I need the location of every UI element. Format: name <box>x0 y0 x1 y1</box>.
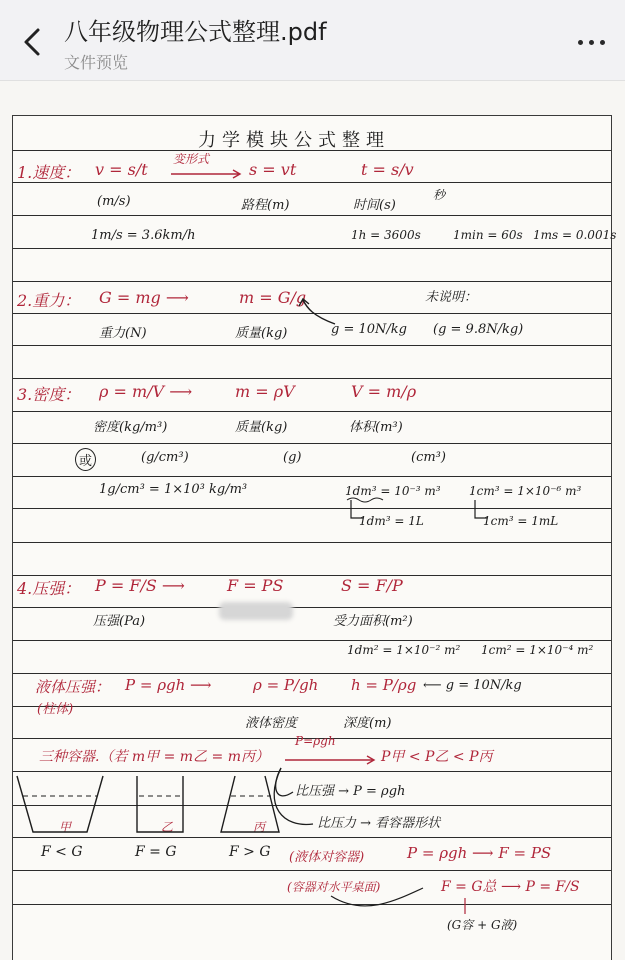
notes-page <box>12 115 617 960</box>
pressure-order: P甲 < P乙 < P丙 <box>381 749 493 765</box>
volume-unit: 体积(m³) <box>349 420 403 435</box>
column-note: (柱体) <box>37 702 74 717</box>
mass-from-gravity-formula: m = G/g <box>239 288 307 307</box>
ms-conversion: 1ms = 0.001s <box>533 228 617 242</box>
page-heading: 力学模块公式整理 <box>198 130 390 151</box>
document-preview[interactable] <box>0 81 625 960</box>
time-unit: 时间(s) <box>353 198 396 213</box>
g-value: g = 10N/kg <box>331 322 407 337</box>
liquid-on-container-note: (液体对容器) <box>289 850 365 865</box>
dm3-liter: 1dm³ = 1L <box>359 514 424 528</box>
liquid-density-unit: 液体密度 <box>245 716 298 731</box>
or-mark: 或 <box>75 448 96 471</box>
container-yi-label: 乙 <box>161 820 174 834</box>
pressure-unit: 压强(Pa) <box>93 614 146 629</box>
liquid-pressure-formula: P = ρgh ⟶ <box>125 676 212 694</box>
volume-unit-alt: (cm³) <box>411 450 446 465</box>
pressure-formula: P = F/S ⟶ <box>95 576 185 595</box>
time-unit-note: 秒 <box>433 188 446 202</box>
more-dots-icon <box>578 40 583 45</box>
gravity-note: 未说明： <box>425 290 478 305</box>
force-equal: F = G <box>135 844 177 860</box>
cm3-conversion: 1cm³ = 1×10⁻⁶ m³ <box>469 484 582 498</box>
density-formula: ρ = m/V ⟶ <box>99 382 193 401</box>
compare-force: 比压力 → 看容器形状 <box>317 816 441 831</box>
chevron-left-icon <box>22 26 42 58</box>
depth-formula: h = P/ρg <box>351 676 417 694</box>
speed-conversion: 1m/s = 3.6km/h <box>91 228 196 243</box>
distance-formula: s = vt <box>249 160 297 179</box>
file-title: 八年级物理公式整理.pdf <box>64 18 327 46</box>
speed-transform-note: 变形式 <box>173 152 210 166</box>
top-bar <box>0 0 625 81</box>
containers-label: 三种容器.（若 m甲 = m乙 = m丙） <box>39 749 269 765</box>
containers-arrow-note: P=ρgh <box>295 734 336 748</box>
liquid-pressure-label: 液体压强： <box>35 678 111 696</box>
container-on-table-note: (容器对水平桌面) <box>287 880 381 894</box>
mass-unit-alt: (g) <box>283 450 302 465</box>
density-mass-unit: 质量(kg) <box>235 420 288 435</box>
speed-label: 1.速度： <box>17 163 81 182</box>
mass-from-density-formula: m = ρV <box>235 382 295 401</box>
more-options-button[interactable] <box>571 22 611 62</box>
gravity-label: 2.重力： <box>17 291 81 310</box>
liquid-density-formula: ρ = P/gh <box>253 676 319 694</box>
density-conversion: 1g/cm³ = 1×10³ kg/m³ <box>99 482 248 497</box>
area-unit: 受力面积(m²) <box>333 614 413 629</box>
force-less: F < G <box>41 844 83 860</box>
mass-unit: 质量(kg) <box>235 326 288 341</box>
container-bing-label: 丙 <box>253 820 266 834</box>
pressure-label: 4.压强： <box>17 579 81 598</box>
distance-unit: 路程(m) <box>241 198 290 213</box>
force-greater: F > G <box>229 844 271 860</box>
notes-drawings <box>13 116 611 960</box>
force-formula: F = PS <box>227 576 284 595</box>
dm2-conversion: 1dm² = 1×10⁻² m² <box>347 643 461 657</box>
cm3-milliliter: 1cm³ = 1mL <box>483 514 559 528</box>
depth-unit: 深度(m) <box>343 716 392 731</box>
minute-conversion: 1min = 60s <box>453 228 523 242</box>
gravity-unit: 重力(N) <box>99 326 147 341</box>
liquid-g-value: ⟵ g = 10N/kg <box>423 678 522 693</box>
speed-unit: (m/s) <box>97 194 131 209</box>
container-jia-label: 甲 <box>59 820 72 834</box>
density-unit-alt: (g/cm³) <box>141 450 189 465</box>
density-label: 3.密度： <box>17 385 81 404</box>
file-subtitle: 文件预览 <box>64 53 129 72</box>
cm2-conversion: 1cm² = 1×10⁻⁴ m² <box>481 643 594 657</box>
area-formula: S = F/P <box>341 576 403 595</box>
volume-formula: V = m/ρ <box>351 382 417 401</box>
back-button[interactable] <box>16 22 48 62</box>
density-unit: 密度(kg/m³) <box>93 420 168 435</box>
liquid-on-container-formula: P = ρgh ⟶ F = PS <box>407 844 552 862</box>
total-weight: (G容 + G液) <box>447 918 518 932</box>
time-formula: t = s/v <box>361 160 414 179</box>
dm3-conversion: 1dm³ = 10⁻³ m³ <box>345 484 441 498</box>
hour-conversion: 1h = 3600s <box>351 228 421 242</box>
gravity-formula: G = mg ⟶ <box>99 288 189 307</box>
compare-pressure: 比压强 → P = ρgh <box>295 784 406 799</box>
g-value-precise: (g = 9.8N/kg) <box>433 322 524 337</box>
speed-formula: v = s/t <box>95 160 148 179</box>
container-on-table-formula: F = G总 ⟶ P = F/S <box>441 879 580 895</box>
